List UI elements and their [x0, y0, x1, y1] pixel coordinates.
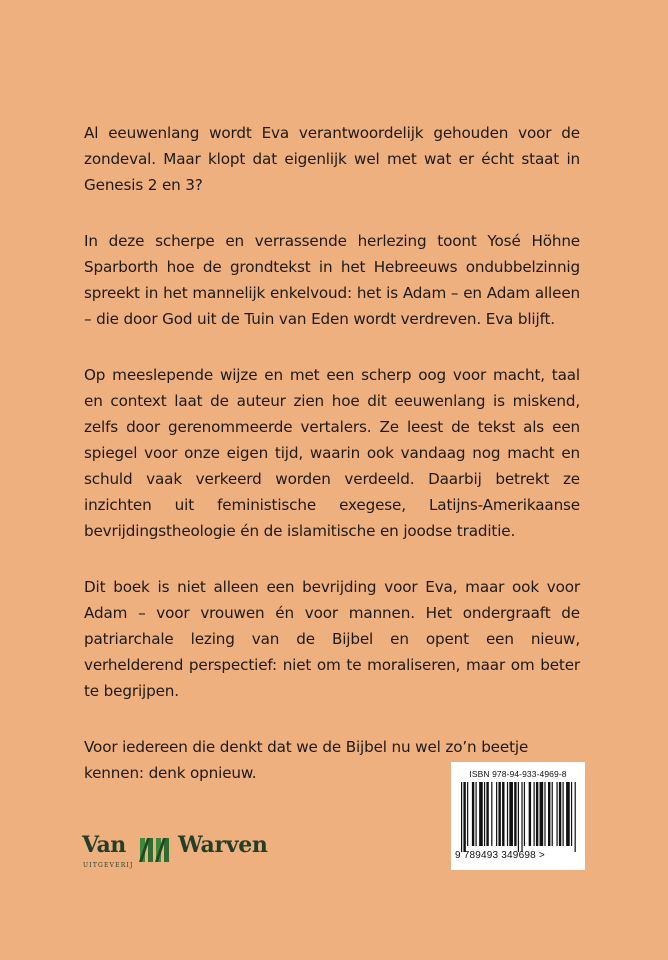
blurb-paragraph-1: Al eeuwenlang wordt Eva verantwoordelijk gehouden voor de zondeval. Maar klopt dat eigenlijk wel met wat er écht staat in Genesis 2 en 3?	[84, 124, 580, 194]
blurb-paragraph-2: In deze scherpe en verrassende herlezing toont Yosé Höhne Sparborth hoe de grondtekst in het Hebreeuws ondubbelzinnig spreekt in het mannelijk enkelvoud: het is Adam – en Adam alleen – die door God uit de Tuin van Eden wordt verdreven. Eva blijft.	[84, 232, 580, 328]
barcode-box	[451, 762, 585, 870]
publisher-logo-icon	[138, 836, 174, 864]
blurb-paragraph-5: Voor iedereen die denkt dat we de Bijbel nu wel zo’n beetje kennen: denk opnieuw.	[84, 738, 529, 782]
barcode-digits: 9 789493 349698 >	[455, 850, 545, 861]
publisher-name-right: Warven	[178, 832, 268, 858]
publisher-logo	[82, 832, 282, 878]
blurb-paragraph-4: Dit boek is niet alleen een bevrijding voor Eva, maar ook voor Adam – voor vrouwen én voor mannen. Het ondergraaft de patriarchale lezing van de Bijbel en opent een nieuw, verhelderend perspectief: niet om te moraliseren, maar om beter te begrijpen.	[84, 578, 580, 700]
publisher-name-left: Van	[82, 832, 126, 858]
barcode-icon	[461, 782, 577, 852]
isbn-label: ISBN 978-94-933-4969-8	[469, 769, 567, 779]
publisher-subtitle: UITGEVERIJ	[83, 862, 134, 869]
back-cover-blurb	[84, 120, 580, 816]
blurb-paragraph-3: Op meeslepende wijze en met een scherp oog voor macht, taal en context laat de auteur zien hoe dit eeuwenlang is miskend, zelfs door gerenommeerde vertalers. Ze leest de tekst als een spiegel voor onze eigen tijd, waarin ook vandaag nog macht en schuld vaak verkeerd worden verdeeld. Daarbij betrekt ze inzichten uit feministische exegese, Latijns-Amerikaanse bevrijdingstheologie én de islamitische en joodse traditie.	[84, 366, 580, 540]
